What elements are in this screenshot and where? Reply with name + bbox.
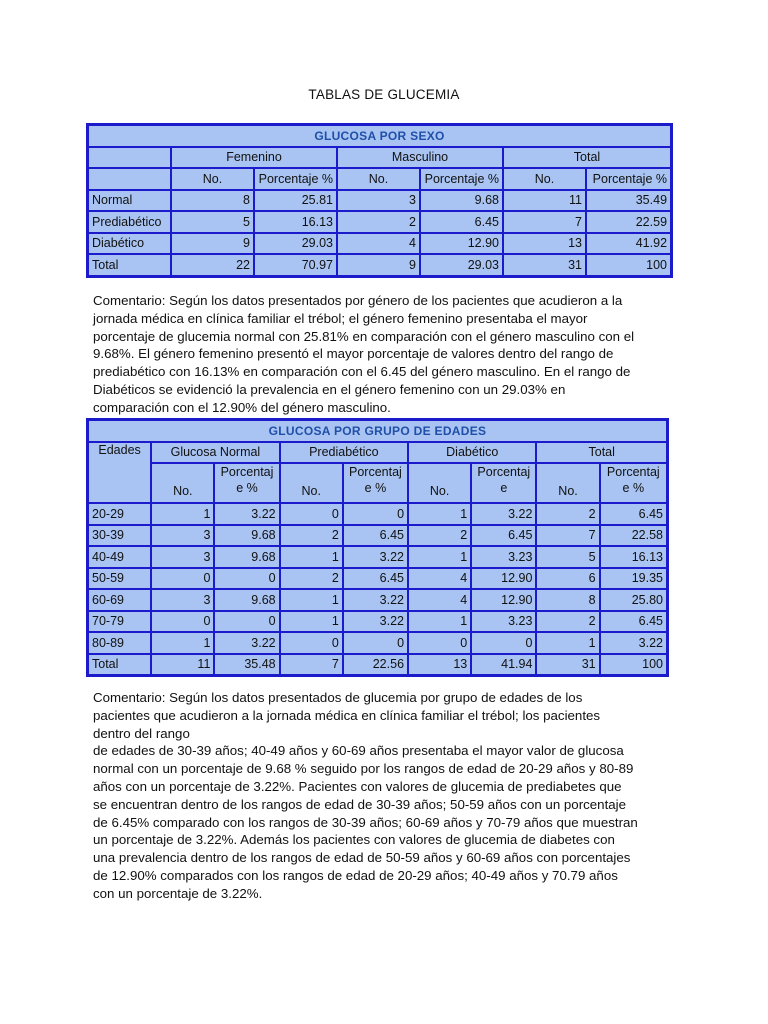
table-cell: 11	[151, 654, 214, 676]
table-cell: 70.97	[254, 254, 337, 276]
table-cell: 0	[280, 632, 343, 654]
table-cell: 19.35	[600, 568, 667, 590]
table-cell: 6.45	[343, 525, 408, 547]
table-cell: 4	[337, 233, 420, 255]
comment-line: años con un porcentaje de 3.22%. Pacientes con valores de glucemia de prediabetes que	[93, 778, 622, 794]
table-cell: 6.45	[343, 568, 408, 590]
comment-line: de edades de 30-39 años; 40-49 años y 60-69 años presentaba el mayor valor de glucosa	[93, 743, 624, 759]
sub-header-part: Porcentaj	[349, 465, 402, 479]
comment-line: 9.68%. El género femenino presentó el mayor porcentaje de valores dentro del rango de	[93, 346, 614, 362]
table-cell: 0	[408, 632, 471, 654]
table-cell: 3.22	[343, 611, 408, 633]
table-row	[88, 654, 667, 676]
sub-header	[471, 463, 536, 503]
table-cell: 9.68	[420, 190, 503, 212]
group-header: Total	[503, 147, 671, 169]
row-label: 20-29	[88, 503, 151, 525]
group-header: Prediabético	[280, 442, 408, 464]
table-cell: 0	[471, 632, 536, 654]
table-cell: 3.22	[343, 589, 408, 611]
table-cell: 29.03	[420, 254, 503, 276]
table-row	[88, 211, 671, 233]
sub-header: Porcentaje %	[586, 168, 671, 190]
table-row	[88, 546, 667, 568]
table-cell: 22.58	[600, 525, 667, 547]
group-header: Glucosa Normal	[151, 442, 279, 464]
table-cell: 13	[408, 654, 471, 676]
row-label: 60-69	[88, 589, 151, 611]
comment-age	[93, 689, 683, 903]
table-cell: 3.22	[600, 632, 667, 654]
row-label: Total	[88, 654, 151, 676]
table-cell: 25.81	[254, 190, 337, 212]
comment-line: Comentario: Según los datos presentados de glucemia por grupo de edades de los	[93, 690, 583, 705]
table-row	[88, 632, 667, 654]
table-cell: 16.13	[254, 211, 337, 233]
sub-header-part: e %	[622, 481, 645, 495]
comment-line: porcentaje de glucemia normal con 25.81% en comparación con el género masculino con el	[93, 328, 635, 344]
table-cell: 1	[280, 546, 343, 568]
table-cell: 31	[503, 254, 586, 276]
table-cell: 16.13	[600, 546, 667, 568]
row-label: 30-39	[88, 525, 151, 547]
table-cell: 8	[171, 190, 254, 212]
table-cell: 4	[408, 589, 471, 611]
table-cell: 13	[503, 233, 586, 255]
table-cell: 12.90	[471, 568, 536, 590]
edades-header: Edades	[88, 442, 151, 504]
table-cell: 0	[214, 568, 279, 590]
row-label: 70-79	[88, 611, 151, 633]
table-cell: 29.03	[254, 233, 337, 255]
table-cell: 3.23	[471, 611, 536, 633]
table-cell: 7	[536, 525, 599, 547]
table-cell: 6.45	[600, 611, 667, 633]
sub-header: No.	[280, 463, 343, 503]
table-row	[88, 568, 667, 590]
row-label: Normal	[88, 190, 171, 212]
comment-line: jornada médica en clínica familiar el trébol; el género femenino presentaba el mayor	[93, 310, 588, 326]
sub-header-part: e %	[236, 481, 258, 495]
sub-header-part: e	[500, 481, 508, 495]
table-cell: 2	[337, 211, 420, 233]
table-cell: 31	[536, 654, 599, 676]
glucose-by-sex-table	[86, 123, 673, 278]
table-cell: 1	[151, 503, 214, 525]
table-row	[88, 611, 667, 633]
table-row	[88, 525, 667, 547]
comment-line: con un porcentaje de 3.22%.	[93, 885, 263, 901]
table-cell: 12.90	[471, 589, 536, 611]
table-cell: 6.45	[471, 525, 536, 547]
table-cell: 1	[408, 503, 471, 525]
sub-header-part: Porcentaj	[477, 465, 531, 479]
table-cell: 2	[280, 568, 343, 590]
table-cell: 22.59	[586, 211, 671, 233]
comment-line: una prevalencia dentro de los rangos de edad de 50-59 años y 60-69 años con porcentajes	[93, 850, 631, 866]
table-cell: 12.90	[420, 233, 503, 255]
sub-header: No.	[503, 168, 586, 190]
table-cell: 3.23	[471, 546, 536, 568]
table-cell: 22	[171, 254, 254, 276]
empty-cell	[88, 147, 171, 169]
comment-line: comparación con el 12.90% del género masculino.	[93, 399, 391, 415]
table-row	[88, 589, 667, 611]
comment-line: Comentario: Según los datos presentados por género de los pacientes que acudieron a la	[93, 293, 623, 308]
table-cell: 35.49	[586, 190, 671, 212]
table-cell: 5	[171, 211, 254, 233]
sub-header: No.	[408, 463, 471, 503]
row-label: Prediabético	[88, 211, 171, 233]
table-cell: 100	[586, 254, 671, 276]
table-cell: 0	[151, 568, 214, 590]
table-cell: 1	[408, 546, 471, 568]
table-cell: 3.22	[343, 546, 408, 568]
table-cell: 6.45	[420, 211, 503, 233]
table-cell: 11	[503, 190, 586, 212]
row-label: Diabético	[88, 233, 171, 255]
table-cell: 6	[536, 568, 599, 590]
table-cell: 22.56	[343, 654, 408, 676]
glucose-by-age-table	[86, 418, 669, 677]
sub-header-part: Porcentaj	[606, 465, 660, 479]
table-cell: 25.80	[600, 589, 667, 611]
table-cell: 3	[151, 525, 214, 547]
table-cell: 35.48	[214, 654, 279, 676]
table-cell: 9	[171, 233, 254, 255]
table-cell: 1	[280, 589, 343, 611]
sub-header-part: e %	[364, 481, 387, 495]
sub-header: No.	[536, 463, 599, 503]
row-label: 40-49	[88, 546, 151, 568]
row-label: 50-59	[88, 568, 151, 590]
table-cell: 2	[280, 525, 343, 547]
row-label: 80-89	[88, 632, 151, 654]
table-cell: 41.92	[586, 233, 671, 255]
table-cell: 7	[280, 654, 343, 676]
comment-line: dentro del rango	[93, 725, 190, 741]
row-label: Total	[88, 254, 171, 276]
table-cell: 2	[536, 503, 599, 525]
comment-line: de 6.45% comparado con los rangos de 30-39 años; 60-69 años y 70-79 años que muestran	[93, 814, 638, 830]
table-cell: 100	[600, 654, 667, 676]
table-cell: 3.22	[214, 503, 279, 525]
table-cell: 6.45	[600, 503, 667, 525]
table-cell: 9.68	[214, 525, 279, 547]
table-cell: 41.94	[471, 654, 536, 676]
table-row	[88, 254, 671, 276]
comment-line: se encuentran dentro de los rangos de edad de 30-39 años; 50-59 años con un porcentaje	[93, 796, 627, 812]
sub-header	[214, 463, 279, 503]
table-caption: GLUCOSA POR SEXO	[88, 125, 671, 147]
comment-line: pacientes que acudieron a la jornada médica en clínica familiar el trébol; los pacientes	[93, 707, 601, 723]
comment-sex	[93, 292, 683, 417]
table-cell: 9.68	[214, 589, 279, 611]
table-cell: 0	[343, 503, 408, 525]
table-cell: 7	[503, 211, 586, 233]
table-cell: 9.68	[214, 546, 279, 568]
sub-header: No.	[337, 168, 420, 190]
sub-header: Porcentaje %	[254, 168, 337, 190]
table-cell: 3.22	[214, 632, 279, 654]
table-cell: 3	[151, 589, 214, 611]
table-row	[88, 190, 671, 212]
comment-line: normal con un porcentaje de 9.68 % seguido por los rangos de edad de 20-29 años y 80-89	[93, 761, 634, 777]
sub-header: No.	[171, 168, 254, 190]
table-caption: GLUCOSA POR GRUPO DE EDADES	[88, 420, 667, 442]
document-title: TABLAS DE GLUCEMIA	[308, 87, 460, 102]
table-cell: 9	[337, 254, 420, 276]
comment-line: Diabéticos se evidenció la prevalencia en el género femenino con un 29.03% en	[93, 381, 566, 397]
table-cell: 1	[280, 611, 343, 633]
group-header: Femenino	[171, 147, 337, 169]
table-cell: 0	[280, 503, 343, 525]
sub-header-part: Porcentaj	[220, 465, 274, 479]
comment-line: prediabético con 16.13% en comparación con el 6.45 del género masculino. En el rango de	[93, 364, 631, 380]
table-cell: 3	[337, 190, 420, 212]
table-cell: 1	[536, 632, 599, 654]
table-cell: 0	[214, 611, 279, 633]
table-cell: 3.22	[471, 503, 536, 525]
sub-header: No.	[151, 463, 214, 503]
table-cell: 5	[536, 546, 599, 568]
group-header: Diabético	[408, 442, 536, 464]
group-header: Total	[536, 442, 667, 464]
table-cell: 4	[408, 568, 471, 590]
table-cell: 8	[536, 589, 599, 611]
empty-cell	[88, 168, 171, 190]
sub-header: Porcentaje %	[420, 168, 503, 190]
comment-line: de 12.90% comparados con los rangos de edad de 20-29 años; 40-49 años y 70.79 años	[93, 867, 618, 883]
table-cell: 1	[151, 632, 214, 654]
table-cell: 3	[151, 546, 214, 568]
table-cell: 2	[408, 525, 471, 547]
table-cell: 2	[536, 611, 599, 633]
sub-header	[343, 463, 408, 503]
comment-line: un porcentaje de 3.22%. Además los pacientes con valores de glucemia de diabetes con	[93, 832, 615, 848]
table-cell: 0	[151, 611, 214, 633]
table-cell: 0	[343, 632, 408, 654]
table-row	[88, 503, 667, 525]
group-header: Masculino	[337, 147, 503, 169]
table-row	[88, 233, 671, 255]
sub-header	[600, 463, 667, 503]
table-cell: 1	[408, 611, 471, 633]
